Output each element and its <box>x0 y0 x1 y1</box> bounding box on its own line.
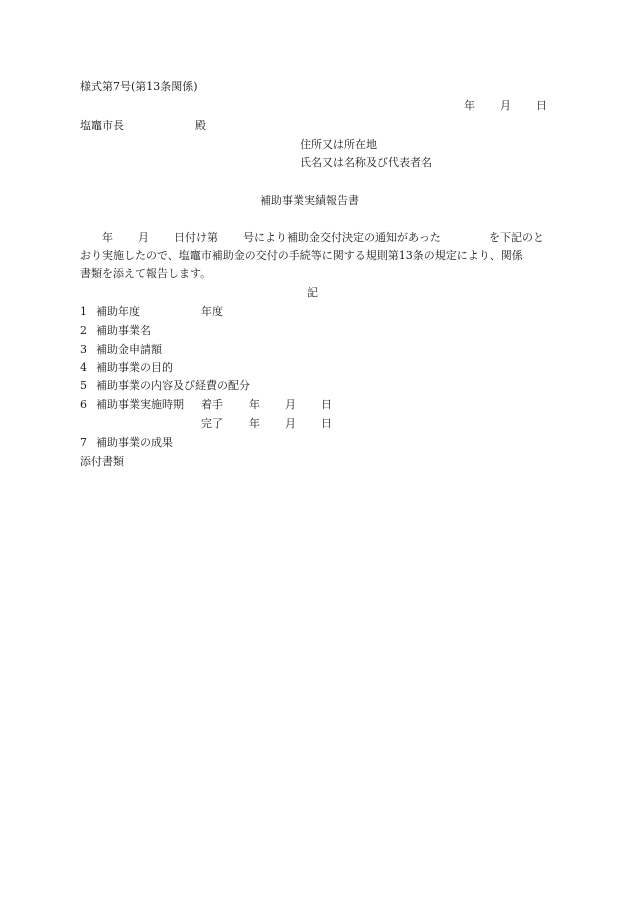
body-line-3: 書類を添えて報告します。 <box>80 267 212 280</box>
date-year: 年 <box>464 99 475 112</box>
ki-heading: 記 <box>307 286 318 299</box>
period-end-year: 年 <box>249 417 260 430</box>
name-label: 氏名又は名称及び代表者名 <box>300 156 432 169</box>
body-tail: を下記のと <box>489 231 544 244</box>
item-1-num: 1 <box>80 305 87 318</box>
item-7-num: 7 <box>80 436 87 449</box>
item-7-label: 補助事業の成果 <box>96 436 173 449</box>
period-start-day: 日 <box>321 398 332 411</box>
item-4-label: 補助事業の目的 <box>96 361 173 374</box>
period-end-month: 月 <box>285 417 296 430</box>
form-number: 様式第7号(第13条関係) <box>80 80 198 93</box>
item-5-label: 補助事業の内容及び経費の配分 <box>96 379 250 392</box>
period-start-year: 年 <box>249 398 260 411</box>
date-day: 日 <box>536 99 547 112</box>
item-6-label: 補助事業実施時期 <box>96 398 184 411</box>
period-start-label: 着手 <box>201 398 223 411</box>
item-2-num: 2 <box>80 324 87 337</box>
body-line-2: おり実施したので、塩竈市補助金の交付の手続等に関する規則第13条の規定により、関係 <box>80 249 523 262</box>
period-start-month: 月 <box>285 398 296 411</box>
item-5-num: 5 <box>80 379 87 392</box>
item-3-num: 3 <box>80 343 87 356</box>
item-2-label: 補助事業名 <box>96 324 151 337</box>
period-end-label: 完了 <box>201 417 223 430</box>
period-end-day: 日 <box>321 417 332 430</box>
addressee-name: 塩竈市長 <box>80 119 124 132</box>
date-month: 月 <box>500 99 511 112</box>
body-month: 月 <box>138 231 149 244</box>
item-6-num: 6 <box>80 398 87 411</box>
body-number-clause: 号により補助金交付決定の通知があった <box>243 231 441 244</box>
attachments-label: 添付書類 <box>80 455 124 468</box>
body-day-issued: 日付け第 <box>174 231 218 244</box>
item-1-suffix: 年度 <box>201 305 223 318</box>
item-3-label: 補助金申請額 <box>96 343 162 356</box>
document-title: 補助事業実績報告書 <box>260 194 359 207</box>
body-year: 年 <box>102 231 113 244</box>
item-4-num: 4 <box>80 361 87 374</box>
address-label: 住所又は所在地 <box>300 138 377 151</box>
item-1-label: 補助年度 <box>96 305 140 318</box>
addressee-honorific: 殿 <box>195 119 206 132</box>
